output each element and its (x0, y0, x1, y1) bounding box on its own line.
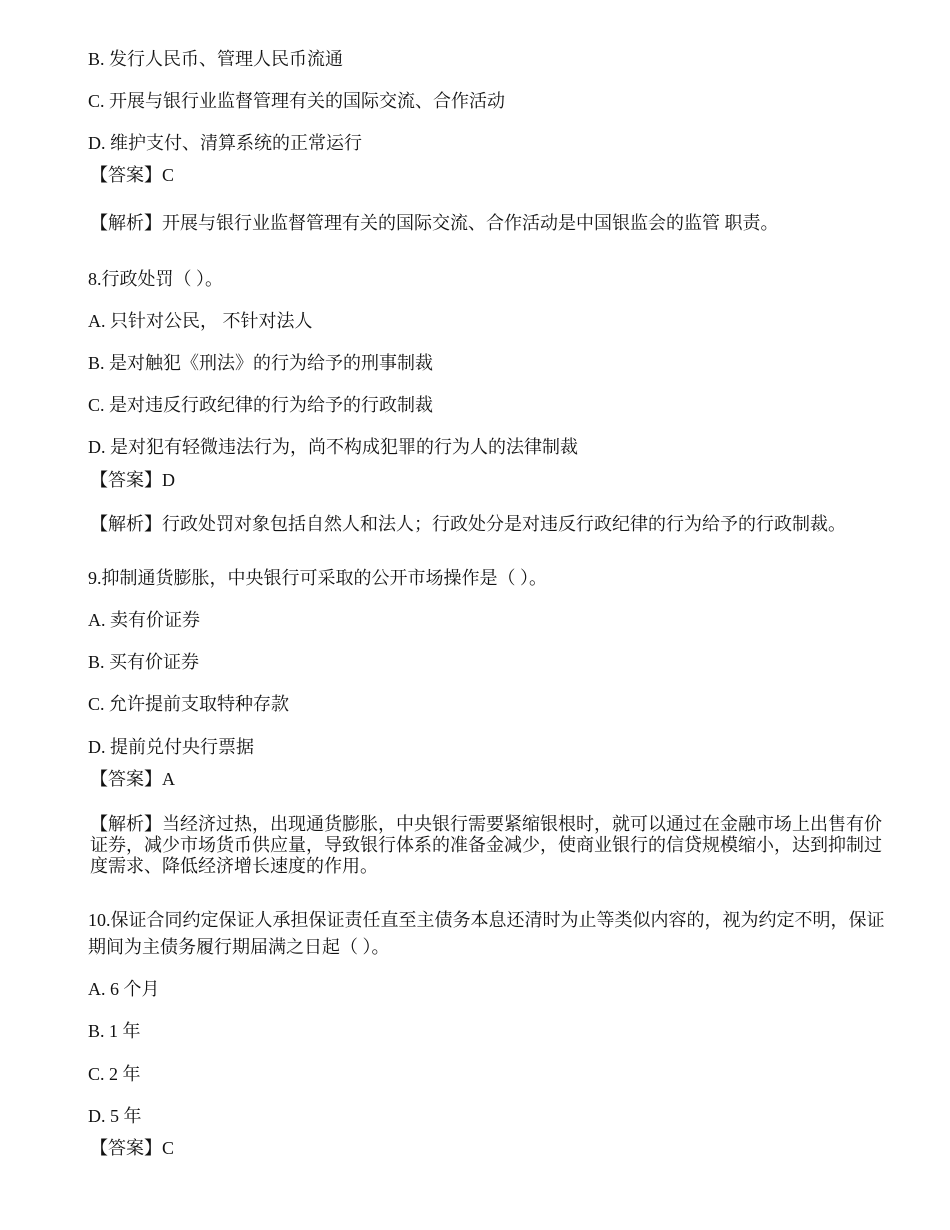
option-d: D. 维护支付、清算系统的正常运行 (88, 133, 362, 153)
explanation: 【解析】开展与银行业监督管理有关的国际交流、合作活动是中国银监会的监管 职责。 (90, 213, 779, 233)
q8-option-c: C. 是对违反行政纪律的行为给予的行政制裁 (88, 395, 434, 415)
q9-explanation: 【解析】当经济过热，出现通货膨胀，中央银行需要紧缩银根时，就可以通过在金融市场上出售有价证券，减少市场货币供应量，导致银行体系的准备金减少，使商业银行的信贷规模缩小，达到抑制过度需求、降低经济增长速度的作用。 (90, 814, 882, 876)
answer: 【答案】C (90, 165, 175, 185)
q10-option-a: A. 6 个月 (88, 979, 160, 999)
question-10: 10.保证合同约定保证人承担保证责任直至主债务本息还清时为止等类似内容的，视为约定不明，保证期间为主债务履行期届满之日起（ ）。 (88, 910, 885, 957)
q10-option-d: D. 5 年 (88, 1106, 142, 1126)
option-c: C. 开展与银行业监督管理有关的国际交流、合作活动 (88, 91, 506, 111)
q10-option-c: C. 2 年 (88, 1064, 141, 1084)
question-8: 8.行政处罚（ ）。 (88, 269, 223, 289)
q9-answer: 【答案】A (90, 769, 175, 789)
q8-option-d: D. 是对犯有轻微违法行为，尚不构成犯罪的行为人的法律制裁 (88, 437, 578, 457)
q8-option-a: A. 只针对公民， 不针对法人 (88, 311, 313, 331)
q10-option-b: B. 1 年 (88, 1021, 141, 1041)
q8-answer: 【答案】D (90, 470, 175, 490)
q9-option-a: A. 卖有价证券 (88, 610, 200, 630)
option-b: B. 发行人民币、管理人民币流通 (88, 49, 344, 69)
question-9: 9.抑制通货膨胀，中央银行可采取的公开市场操作是（ ）。 (88, 568, 547, 588)
q8-explanation: 【解析】行政处罚对象包括自然人和法人；行政处分是对违反行政纪律的行为给予的行政制裁。 (90, 514, 846, 534)
q10-answer: 【答案】C (90, 1138, 175, 1158)
q9-option-c: C. 允许提前支取特种存款 (88, 694, 290, 714)
q9-option-b: B. 买有价证券 (88, 652, 200, 672)
q9-option-d: D. 提前兑付央行票据 (88, 737, 254, 757)
q8-option-b: B. 是对触犯《刑法》的行为给予的刑事制裁 (88, 353, 434, 373)
